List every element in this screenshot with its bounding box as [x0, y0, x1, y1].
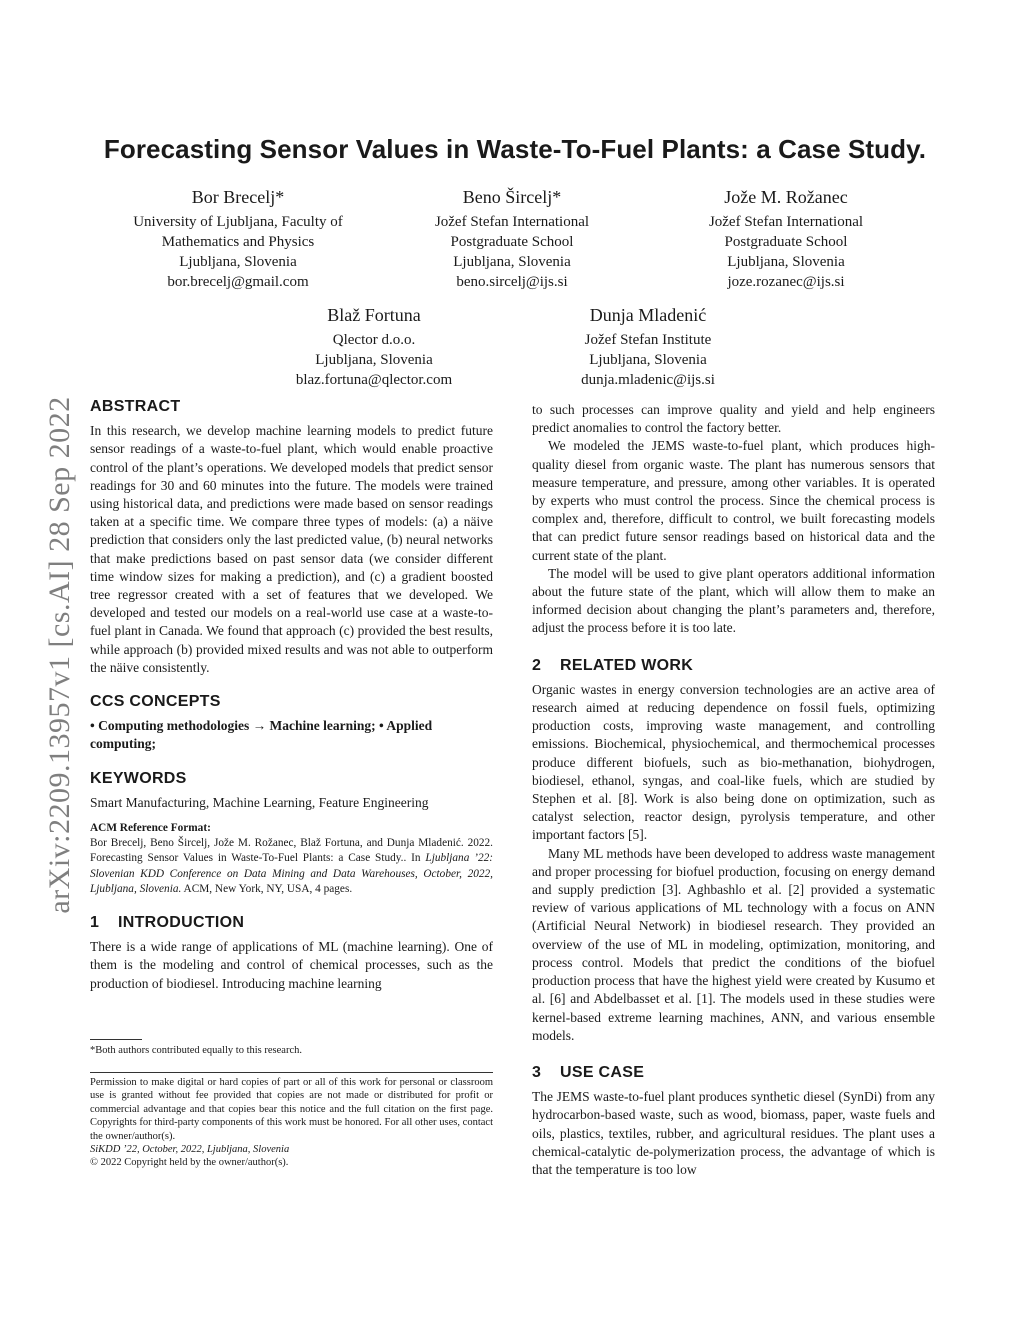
use-case-heading	[532, 1064, 935, 1082]
footnote: *Both authors contributed equally to this research.	[90, 1045, 302, 1056]
author-name: Bor Brecelj*	[191, 187, 285, 207]
left-column	[90, 398, 493, 993]
author-block	[108, 184, 368, 292]
author-location: Ljubljana, Slovenia	[589, 352, 707, 368]
introduction-continued: to such processes can improve quality and yield and help engineers predict anomalies to control the factory better.	[532, 402, 935, 436]
author-name: Jože M. Rožanec	[724, 187, 848, 207]
author-name: Dunja Mladenić	[589, 305, 707, 325]
author-affiliation: Jožef Stefan International	[434, 214, 590, 230]
acm-reference	[90, 821, 493, 897]
right-column	[532, 401, 935, 1179]
introduction-paragraph: We modeled the JEMS waste-to-fuel plant, which produces high-quality diesel from organic waste. The plant has numerous sensors that measure temperature, and pressure, among other variables. It is operated by experts who must control the process. Since the chemical process is complex and, therefore, difficult to control, we built forecasting models that can predict future sensor readings based on historical data and the current state of the plant.	[532, 438, 935, 563]
related-work-paragraph: Many ML methods have been developed to address waste management and proper processing for biofuel production, focusing on energy demand and supply prediction [3]. Aghbashlo et al. [2] provided a systematic review of various applications of ML technology with a focus on ANN (Artificial Neural Network) in biodiesel research. They provided an overview of the use of ML in modeling, optimization, monitoring, and process control. Models that predict the conditions of the biofuel production process that have the highest yield were created by Kusumo et al. [6] and Abdelbasset et al. [1]. The models used in these studies were kernel-based extreme learning machines, ANN, and various ensemble models.	[532, 845, 935, 1043]
abstract-text: In this research, we develop machine learning models to predict future sensor readings of a waste-to-fuel plant, which would enable proactive control of the plant’s operations. We developed models that predict sensor readings for 30 and 60 minutes into the future. The models were trained using historical data, and predictions were made based on sensor readings taken at a specific time. We compare three types of models: (a) a näive prediction that considers only the last predicted value, (b) neural networks that make predictions based on past sensor data (we consider different time window sizes for making a prediction), and (c) a gradient boosted tree regressor created with a set of features that we developed. We developed and tested our models on a real-world use case at a waste-to-fuel plant in Canada. We found that approach (c) provided the best results, while approach (b) provided mixed results and was not able to outperform the näive consistently.	[90, 423, 493, 675]
footnote-rule	[90, 1039, 142, 1040]
acm-reference-venue: Ljubljana ’22: Slovenian KDD Conference on Data Mining and Data Warehouses, October, 2022, Ljubljana, Slovenia.	[90, 852, 494, 895]
keywords-heading: KEYWORDS	[90, 769, 187, 787]
arxiv-identifier-text: arXiv:2209.13957v1 [cs.AI] 28 Sep 2022	[43, 396, 76, 914]
section-number: 3	[532, 1063, 542, 1081]
permission-text: Permission to make digital or hard copies of part or all of this work for personal or classroom use is granted without fee provided that copies are not made or distributed for profit or commercial advantage and that copies bear this notice and the full citation on the first page. Copyrights for third-party components of this work must be honored. For all other uses, contact the owner/author(s).	[90, 1077, 493, 1142]
author-affiliation: Mathematics and Physics	[161, 234, 315, 250]
author-location: Ljubljana, Slovenia	[727, 254, 845, 270]
author-email[interactable]: beno.sircelj@ijs.si	[456, 274, 568, 290]
author-affiliation: Jožef Stefan Institute	[584, 332, 712, 348]
author-email[interactable]: joze.rozanec@ijs.si	[727, 274, 845, 290]
acm-reference-text: Bor Brecelj, Beno Šircelj, Jože M. Rožanec, Blaž Fortuna, and Dunja Mladenić. 2022. Forecasting Sensor Values in Waste-To-Fuel Plants: a Case Study.. In	[90, 837, 493, 865]
author-location: Ljubljana, Slovenia	[179, 254, 297, 270]
section-title: RELATED WORK	[560, 656, 694, 674]
author-affiliation: Jožef Stefan International	[708, 214, 864, 230]
abstract-heading: ABSTRACT	[90, 398, 181, 415]
author-location: Ljubljana, Slovenia	[315, 352, 433, 368]
acm-reference-heading: ACM Reference Format:	[90, 822, 211, 835]
permission-block	[90, 1076, 493, 1170]
author-block	[518, 302, 778, 390]
author-name: Beno Šircelj*	[462, 187, 562, 207]
introduction-paragraph: The model will be used to give plant operators additional information about the future state of the plant, which will allow them to make an informed decision about changing the plant’s parameters and, therefore, adjust the process before it is too late.	[532, 565, 935, 636]
copyright-notice: © 2022 Copyright held by the owner/author(s).	[90, 1157, 289, 1169]
acm-reference-tail: ACM, New York, NY, USA, 4 pages.	[183, 882, 353, 895]
author-name: Blaž Fortuna	[327, 305, 421, 325]
paper-title: Forecasting Sensor Values in Waste-To-Fuel Plants: a Case Study.	[103, 134, 927, 164]
author-block	[244, 302, 504, 390]
permission-venue: SiKDD ’22, October, 2022, Ljubljana, Slovenia	[90, 1144, 290, 1156]
author-email[interactable]: blaz.fortuna@qlector.com	[295, 372, 453, 388]
permission-rule	[90, 1072, 493, 1073]
related-work-paragraph: Organic wastes in energy conversion technologies are an active area of research aimed at reducing dependence on fossil fuels, optimizing production costs, improving waste management, and controlling emissions. Biochemical, physiochemical, and thermochemical processes produce different biofuels, such as bio-methanation, biohydrogen, biodiesel, ethanol, syngas, and coal-like fuels, which are studied by Stephen et al. [8]. Work is also being done on optimization, such as catalyst selection, reactor design, pyrolysis temperature, and other important factors [5].	[532, 681, 935, 843]
section-number: 2	[532, 656, 542, 674]
ccs-text: • Computing methodologies → Machine learning; • Applied computing;	[90, 718, 433, 752]
section-number: 1	[90, 914, 100, 932]
use-case-paragraph: The JEMS waste-to-fuel plant produces synthetic diesel (SynDi) from any hydrocarbon-based waste, such as wood, biomass, paper, waste fuels and oils, plastics, textiles, rubber, and agricultural residues. The plant uses a chemical-catalytic de-polymerization process, the advantage of which is that the temperature is too low	[532, 1089, 935, 1177]
author-affiliation: University of Ljubljana, Faculty of	[133, 214, 343, 230]
author-block	[656, 184, 916, 292]
keywords-text: Smart Manufacturing, Machine Learning, Feature Engineering	[90, 794, 429, 810]
introduction-text: There is a wide range of applications of ML (machine learning). One of them is the modeling and control of chemical processes, such as the production of biodiesel. Introducing machine learning	[90, 939, 493, 991]
introduction-heading	[90, 914, 493, 932]
author-affiliation: Postgraduate School	[724, 234, 848, 250]
section-title: INTRODUCTION	[118, 914, 245, 932]
related-work-heading	[532, 657, 935, 675]
author-affiliation: Postgraduate School	[450, 234, 574, 250]
author-email[interactable]: bor.brecelj@gmail.com	[167, 274, 309, 290]
author-email[interactable]: dunja.mladenic@ijs.si	[581, 372, 715, 388]
author-block	[382, 184, 642, 292]
author-affiliation: Qlector d.o.o.	[332, 332, 416, 348]
ccs-heading: CCS CONCEPTS	[90, 693, 221, 711]
section-title: USE CASE	[560, 1063, 645, 1081]
author-location: Ljubljana, Slovenia	[453, 254, 571, 270]
